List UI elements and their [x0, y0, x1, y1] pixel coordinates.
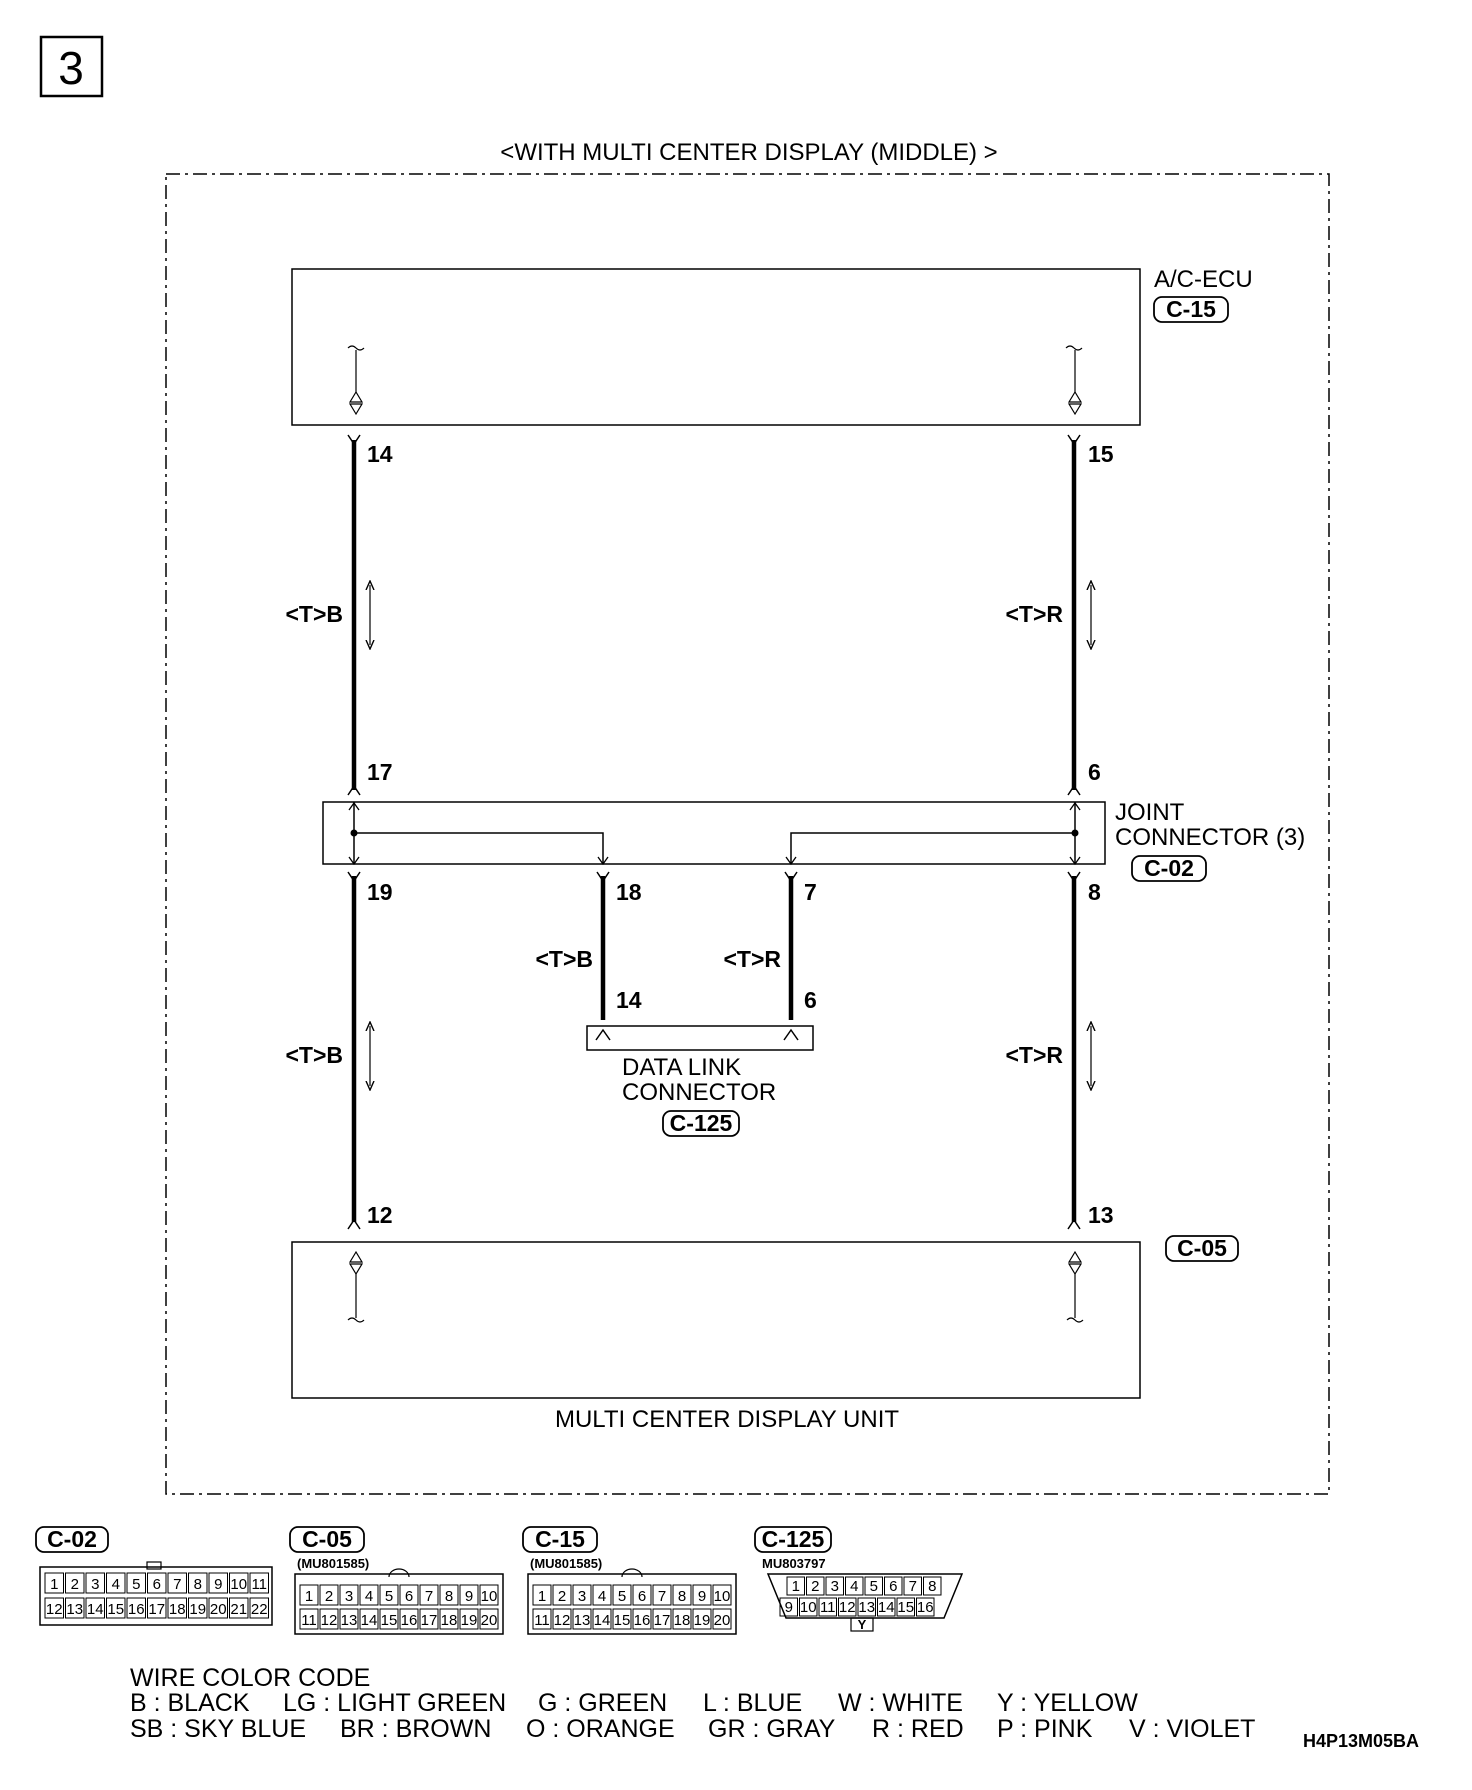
cavity-number: 14 [86, 1601, 104, 1618]
cavity-number: 9 [464, 1588, 474, 1605]
cavity-number: 8 [928, 1578, 937, 1595]
cavity-number: 9 [697, 1588, 707, 1605]
cavity-number: 8 [444, 1588, 454, 1605]
wire-lower-right [1068, 872, 1080, 1229]
cavity-number: 17 [420, 1612, 438, 1629]
c05-view-id: C-05 [302, 1526, 352, 1552]
cavity-number: 5 [869, 1578, 878, 1595]
cavity-number: 5 [617, 1588, 627, 1605]
cavity-number: 17 [653, 1612, 671, 1629]
wire-upper-right [1068, 435, 1080, 795]
cavity-number: 14 [877, 1599, 895, 1616]
legend-pink: P : PINK [997, 1715, 1093, 1743]
cavity-number: 20 [713, 1612, 731, 1629]
wire-dlc-right [785, 872, 797, 1020]
cavity-number: 5 [132, 1576, 141, 1593]
cavity-number: 1 [50, 1576, 59, 1593]
cavity-number: 15 [380, 1612, 398, 1629]
cavity-number: 11 [251, 1576, 268, 1593]
cavity-number: 16 [916, 1599, 934, 1616]
pin-joint-6: 6 [1088, 759, 1101, 785]
wire-color-legend [130, 1664, 1255, 1743]
pin-ecu-14: 14 [367, 441, 393, 467]
cavity-number: 9 [214, 1576, 223, 1593]
c125-view-id: C-125 [761, 1526, 825, 1552]
cavity-number: 4 [364, 1588, 374, 1605]
joint-label-line2: CONNECTOR (3) [1115, 824, 1306, 851]
cavity-number: 8 [193, 1576, 202, 1593]
cavity-number: 12 [838, 1599, 856, 1616]
cavity-number: 15 [897, 1599, 915, 1616]
cavity-number: 13 [340, 1612, 358, 1629]
cavity-number: 19 [189, 1601, 207, 1618]
legend-light-green: LG : LIGHT GREEN [283, 1689, 507, 1717]
cavity-number: 10 [230, 1576, 248, 1593]
cavity-number: 22 [250, 1601, 268, 1618]
page-number-box [41, 37, 102, 96]
dlc-label-line2: CONNECTOR [622, 1079, 777, 1106]
cavity-number: 17 [148, 1601, 166, 1618]
legend-green: G : GREEN [538, 1689, 668, 1717]
pin-joint-17: 17 [367, 759, 393, 785]
pin-ecu-15: 15 [1088, 441, 1114, 467]
pin-joint-19: 19 [367, 879, 393, 905]
cavity-number: 2 [557, 1588, 567, 1605]
cavity-number: 14 [360, 1612, 378, 1629]
cavity-number: 14 [593, 1612, 611, 1629]
pin-joint-8: 8 [1088, 879, 1101, 905]
legend-red: R : RED [872, 1715, 964, 1743]
cavity-number: 3 [91, 1576, 100, 1593]
cavity-number: 3 [830, 1578, 839, 1595]
cavity-number: 3 [344, 1588, 354, 1605]
cavity-number: 20 [480, 1612, 498, 1629]
c02-view-id: C-02 [47, 1526, 97, 1552]
cavity-number: 11 [301, 1612, 317, 1629]
cavity-number: 1 [304, 1588, 314, 1605]
cavity-number: 13 [858, 1599, 876, 1616]
cavity-number: 6 [404, 1588, 414, 1605]
dlc-label-line1: DATA LINK [622, 1054, 742, 1081]
cavity-number: 13 [66, 1601, 84, 1618]
cavity-number: 12 [553, 1612, 571, 1629]
legend-black: B : BLACK [130, 1689, 250, 1717]
cavity-number: 3 [577, 1588, 587, 1605]
cavity-number: 11 [534, 1612, 550, 1629]
c125-key: Y [857, 1617, 867, 1632]
cavity-number: 16 [400, 1612, 418, 1629]
ac-ecu-label: A/C-ECU [1154, 266, 1253, 293]
mcd-connector-id: C-05 [1177, 1235, 1227, 1261]
cavity-number: 18 [440, 1612, 458, 1629]
cavity-number: 6 [889, 1578, 898, 1595]
legend-orange: O : ORANGE [526, 1715, 675, 1743]
cavity-number: 1 [537, 1588, 547, 1605]
cavity-number: 2 [324, 1588, 334, 1605]
connector-view-c05 [290, 1526, 503, 1634]
pin-joint-18: 18 [616, 879, 642, 905]
mcd-label: MULTI CENTER DISPLAY UNIT [554, 1406, 900, 1433]
cavity-number: 13 [573, 1612, 591, 1629]
connector-view-c02 [36, 1526, 272, 1625]
cavity-number: 12 [45, 1601, 63, 1618]
cavity-number: 4 [850, 1578, 859, 1595]
dlc-connector-id: C-125 [669, 1110, 733, 1136]
wire-label-lower-right: <T>R [1005, 1042, 1063, 1068]
legend-title: WIRE COLOR CODE [130, 1664, 371, 1692]
pin-dlc-6: 6 [804, 987, 817, 1013]
wire-label-mid-left: <T>B [535, 946, 593, 972]
wire-label-upper-right: <T>R [1005, 601, 1063, 627]
cavity-number: 6 [637, 1588, 647, 1605]
cavity-number: 7 [173, 1576, 182, 1593]
cavity-number: 10 [713, 1588, 731, 1605]
legend-brown: BR : BROWN [340, 1715, 492, 1743]
joint-label-line1: JOINT [1115, 799, 1185, 826]
data-link-connector [587, 1026, 813, 1050]
cavity-number: 8 [677, 1588, 687, 1605]
cavity-number: 2 [811, 1578, 820, 1595]
ac-ecu-connector-id: C-15 [1166, 296, 1216, 322]
wire-upper-left [348, 435, 360, 795]
pin-dlc-14: 14 [616, 987, 642, 1013]
legend-white: W : WHITE [838, 1689, 963, 1717]
cavity-number: 11 [819, 1599, 836, 1616]
cavity-number: 2 [70, 1576, 79, 1593]
cavity-number: 7 [424, 1588, 434, 1605]
joint-connector-id: C-02 [1144, 855, 1194, 881]
cavity-number: 15 [107, 1601, 125, 1618]
cavity-number: 1 [791, 1578, 800, 1595]
c15-part-number: (MU801585) [530, 1556, 603, 1571]
cavity-number: 21 [230, 1601, 248, 1618]
cavity-number: 19 [460, 1612, 478, 1629]
cavity-number: 7 [908, 1578, 917, 1595]
c15-view-id: C-15 [535, 1526, 585, 1552]
cavity-number: 16 [633, 1612, 651, 1629]
wire-label-mid-right: <T>R [723, 946, 781, 972]
wire-lower-left [348, 872, 360, 1229]
cavity-number: 6 [152, 1576, 161, 1593]
cavity-number: 9 [784, 1599, 793, 1616]
pin-mcd-12: 12 [367, 1202, 393, 1228]
connector-view-c15 [523, 1526, 736, 1634]
drawing-code: H4P13M05BA [1303, 1731, 1420, 1751]
cavity-number: 15 [613, 1612, 631, 1629]
legend-gray: GR : GRAY [708, 1715, 836, 1743]
legend-blue: L : BLUE [703, 1689, 803, 1717]
cavity-number: 10 [480, 1588, 498, 1605]
legend-yellow: Y : YELLOW [997, 1689, 1138, 1717]
cavity-number: 7 [657, 1588, 667, 1605]
connector-view-c125 [755, 1526, 962, 1632]
cavity-number: 19 [693, 1612, 711, 1629]
legend-violet: V : VIOLET [1129, 1715, 1256, 1743]
frame-title: <WITH MULTI CENTER DISPLAY (MIDDLE) > [500, 139, 998, 166]
wire-label-upper-left: <T>B [285, 601, 343, 627]
cavity-number: 16 [127, 1601, 145, 1618]
cavity-number: 10 [799, 1599, 817, 1616]
ac-ecu-unit [292, 266, 1253, 425]
page-number: 3 [58, 42, 84, 94]
cavity-number: 20 [209, 1601, 227, 1618]
joint-connector [323, 802, 1105, 864]
cavity-number: 18 [673, 1612, 691, 1629]
multi-center-display-unit [292, 1242, 1140, 1398]
cavity-number: 12 [320, 1612, 338, 1629]
pin-mcd-13: 13 [1088, 1202, 1114, 1228]
cavity-number: 18 [168, 1601, 186, 1618]
c125-part-number: MU803797 [762, 1556, 826, 1571]
pin-joint-7: 7 [804, 879, 817, 905]
cavity-number: 4 [111, 1576, 120, 1593]
cavity-number: 4 [597, 1588, 607, 1605]
wire-label-lower-left: <T>B [285, 1042, 343, 1068]
wire-dlc-left [597, 872, 609, 1020]
legend-sky-blue: SB : SKY BLUE [130, 1715, 307, 1743]
c05-part-number: (MU801585) [297, 1556, 370, 1571]
cavity-number: 5 [384, 1588, 394, 1605]
